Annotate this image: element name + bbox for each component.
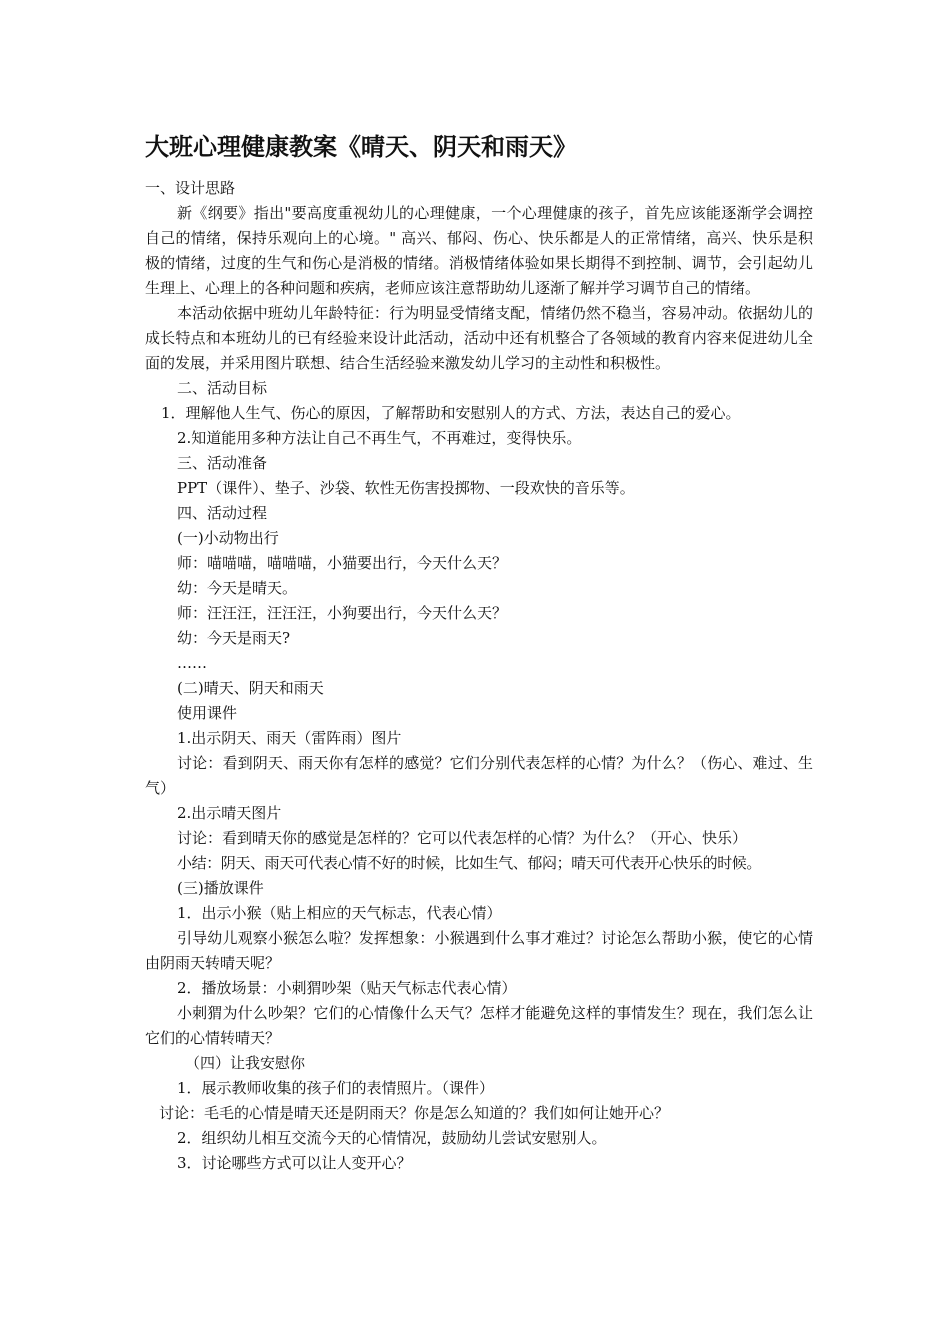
dialogue-line: 幼：今天是雨天?	[177, 629, 291, 647]
section-heading: 四、活动过程	[177, 504, 268, 522]
subsection-heading: (三)播放课件	[177, 879, 264, 897]
list-item: 2.出示晴天图片	[177, 804, 282, 822]
subsection-heading: (二)晴天、阴天和雨天	[177, 679, 324, 697]
paragraph: 小结：阴天、雨天可代表心情不好的时候，比如生气、郁闷；晴天可代表开心快乐的时候。	[177, 854, 762, 872]
list-item: 1．出示小猴（贴上相应的天气标志，代表心情）	[177, 904, 502, 922]
paragraph: 讨论：看到阴天、雨天你有怎样的感觉？它们分别代表怎样的心情？为什么？（伤心、难过、生气）	[145, 754, 813, 797]
paragraph: 本活动依据中班幼儿年龄特征：行为明显受情绪支配，情绪仍然不稳当，容易冲动。依据幼儿的成长特点和本班幼儿的已有经验来设计此活动，活动中还有机整合了各领域的教育内容来促进幼儿全面的发展，并采用图片联想、结合生活经验来激发幼儿学习的主动性和积极性。	[145, 304, 813, 372]
dialogue-line: 师：喵喵喵，喵喵喵，小猫要出行，今天什么天？	[177, 554, 508, 572]
document-page	[145, 130, 813, 1176]
subsection-heading: （四）让我安慰你	[185, 1054, 306, 1072]
paragraph: 新《纲要》指出"要高度重视幼儿的心理健康，一个心理健康的孩子，首先应该能逐渐学会调控自己的情绪，保持乐观向上的心境。" 高兴、郁闷、伤心、快乐都是人的正常情绪，高兴、快乐是积极的情绪，过度的生气和伤心是消极的情绪。消极情绪体验如果长期得不到控制、调节，会引起幼儿生理上、心理上的各种问题和疾病，老师应该注意帮助幼儿逐渐了解并学习调节自己的情绪。	[145, 204, 813, 297]
ellipsis-line: ……	[177, 654, 207, 672]
section-heading: 二、活动目标	[177, 379, 268, 397]
list-item: 2．播放场景：小刺猬吵架（贴天气标志代表心情）	[177, 979, 517, 997]
paragraph: 讨论：看到晴天你的感觉是怎样的？它可以代表怎样的心情？为什么？（开心、快乐）	[177, 829, 748, 847]
paragraph: 使用课件	[177, 704, 238, 722]
document-title: 大班心理健康教案《晴天、阴天和雨天》	[145, 133, 577, 161]
paragraph: 讨论：毛毛的心情是晴天还是阴雨天？你是怎么知道的？我们如何让她开心？	[159, 1104, 670, 1122]
section-heading: 一、设计思路	[145, 179, 236, 197]
section-heading: 三、活动准备	[177, 454, 268, 472]
list-item: 2.知道能用多种方法让自己不再生气，不再难过，变得快乐。	[177, 429, 582, 447]
list-item: 1.出示阴天、雨天（雷阵雨）图片	[177, 729, 402, 747]
list-item: 1．展示教师收集的孩子们的表情照片。（课件）	[177, 1079, 495, 1097]
list-item: 3．讨论哪些方式可以让人变开心？	[177, 1154, 412, 1172]
paragraph: 引导幼儿观察小猴怎么啦？发挥想象：小猴遇到什么事才难过？讨论怎么帮助小猴，使它的心情由阴雨天转晴天呢？	[145, 929, 813, 972]
dialogue-line: 师：汪汪汪，汪汪汪，小狗要出行，今天什么天？	[177, 604, 508, 622]
subsection-heading: (一)小动物出行	[177, 529, 279, 547]
dialogue-line: 幼：今天是晴天。	[177, 579, 298, 597]
list-item: 2．组织幼儿相互交流今天的心情情况，鼓励幼儿尝试安慰别人。	[177, 1129, 607, 1147]
paragraph: PPT（课件）、垫子、沙袋、软性无伤害投掷物、一段欢快的音乐等。	[177, 479, 635, 497]
list-item: 1．理解他人生气、伤心的原因，了解帮助和安慰别人的方式、方法，表达自己的爱心。	[161, 404, 741, 422]
paragraph: 小刺猬为什么吵架？它们的心情像什么天气？怎样才能避免这样的事情发生？现在，我们怎么让它们的心情转晴天？	[145, 1004, 813, 1047]
